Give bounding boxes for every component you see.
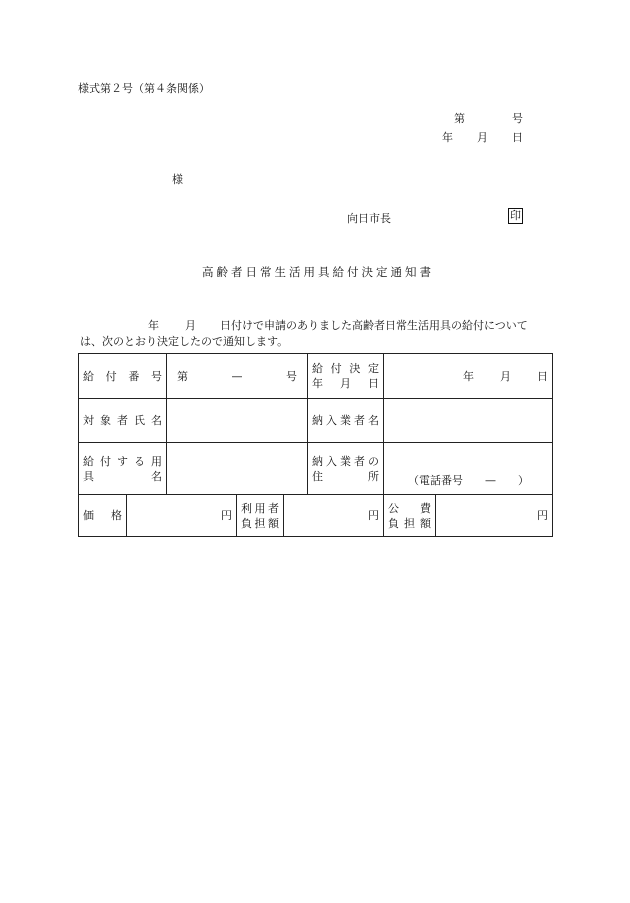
decision-date-label-top: 給付決定 [312,362,379,375]
body-line2: は、次のとおり決定したので通知します。 [80,335,289,348]
recipient-name-value[interactable] [167,399,308,443]
seal-mark: 印 [510,209,521,222]
item-name-label-bottom: 具 名 [83,469,162,483]
benefit-number-label: 給付番号 [83,369,162,383]
table-row [79,399,553,443]
user-burden-label-top: 利用者 [241,501,279,515]
vendor-address-label-top: 納入業者の [312,454,379,468]
doc-number-suffix: 号 [512,112,523,125]
doc-date-year: 年 [442,131,453,144]
public-burden-value[interactable]: 円 [436,495,553,537]
table-row [79,354,553,399]
table-row [79,443,553,495]
issuer-name: 向日市長 [347,212,391,225]
table-row [79,495,553,537]
form-id: 様式第２号（第４条関係） [78,82,210,95]
body-line1: 日付けで申請のありました高齢者日常生活用具の給付について [220,319,528,332]
doc-number-prefix: 第 [454,112,465,125]
addressee-suffix: 様 [172,173,183,186]
benefit-number-value: 第 — 号 [177,369,297,383]
document-title: 高齢者日常生活用具給付決定通知書 [202,265,434,279]
decision-date-value: 年 月 日 [463,369,548,383]
vendor-phone: （電話番号 — ） [408,474,529,487]
body-month: 月 [185,319,196,332]
price-value[interactable]: 円 [127,495,237,537]
user-burden-label-bottom: 負担額 [241,516,279,530]
doc-date-day: 日 [512,131,523,144]
price-label: 価格 [83,509,122,522]
vendor-name-label: 納入業者名 [312,414,379,427]
doc-date-month: 月 [477,131,488,144]
public-burden-label-bottom: 負担額 [388,516,431,530]
decision-table [78,353,553,537]
item-name-label-top: 給付する用 [83,454,162,468]
user-burden-value[interactable]: 円 [284,495,384,537]
item-name-value[interactable] [167,443,308,495]
vendor-name-value[interactable] [384,399,553,443]
public-burden-label-top: 公 費 [388,501,431,515]
vendor-address-label-bottom: 住 所 [312,469,379,483]
body-year: 年 [148,319,159,332]
recipient-name-label: 対象者氏名 [83,414,162,427]
decision-date-label-bottom: 年 月 日 [312,377,379,390]
